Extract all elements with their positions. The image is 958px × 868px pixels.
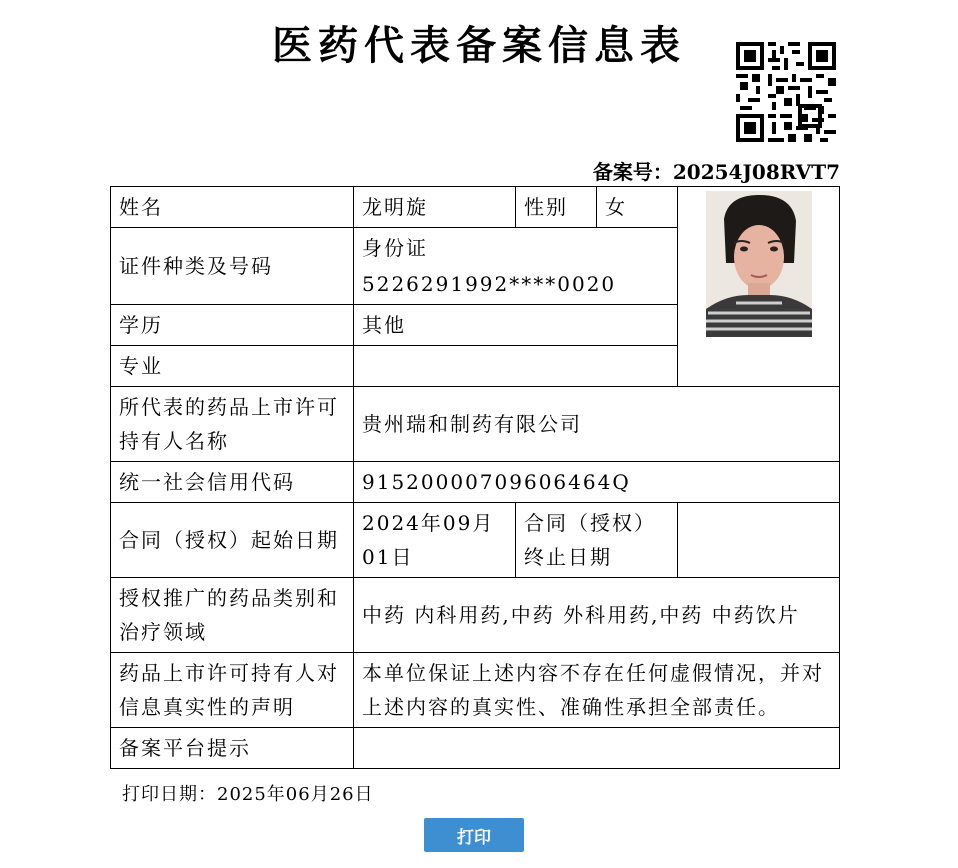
record-number [593, 156, 840, 185]
holder-label: 所代表的药品上市许可持有人名称 [111, 387, 354, 462]
info-table [110, 186, 840, 769]
photo-cell [678, 187, 840, 387]
start-date-label: 合同（授权）起始日期 [111, 503, 354, 578]
table-row [111, 462, 840, 503]
declaration-label: 药品上市许可持有人对信息真实性的声明 [111, 653, 354, 728]
id-label: 证件种类及号码 [111, 228, 354, 305]
gender-label: 性别 [516, 187, 597, 228]
qr-finder-top-right [808, 42, 836, 70]
declaration-value: 本单位保证上述内容不存在任何虚假情况，并对上述内容的真实性、准确性承担全部责任。 [354, 653, 840, 728]
id-photo [706, 191, 812, 337]
credit-code-value: 91520000709606464Q [354, 462, 840, 503]
id-value: 身份证 5226291992****0020 [354, 228, 678, 305]
record-number-value: 20254J08RVT7 [672, 160, 840, 184]
table-row [111, 387, 840, 462]
name-value: 龙明旋 [354, 187, 516, 228]
holder-value: 贵州瑞和制药有限公司 [354, 387, 840, 462]
start-date-value: 2024年09月01日 [354, 503, 516, 578]
education-value: 其他 [354, 305, 678, 346]
education-label: 学历 [111, 305, 354, 346]
scope-value: 中药 内科用药,中药 外科用药,中药 中药饮片 [354, 578, 840, 653]
qr-finder-bottom-left [736, 114, 764, 142]
qr-finder-top-left [736, 42, 764, 70]
platform-note-value [354, 728, 840, 769]
table-row [111, 503, 840, 578]
print-button[interactable]: 打印 [424, 818, 524, 852]
credit-code-label: 统一社会信用代码 [111, 462, 354, 503]
page-title: 医药代表备案信息表 [272, 23, 686, 69]
table-row [111, 578, 840, 653]
scope-label: 授权推广的药品类别和治疗领域 [111, 578, 354, 653]
major-value [354, 346, 678, 387]
table-row [111, 187, 840, 228]
print-date: 打印日期：2025年06月26日 [122, 784, 374, 805]
platform-note-label: 备案平台提示 [111, 728, 354, 769]
table-row [111, 728, 840, 769]
qr-code [736, 42, 836, 142]
major-label: 专业 [111, 346, 354, 387]
table-row [111, 653, 840, 728]
end-date-value [678, 503, 840, 578]
record-number-label: 备案号： [592, 160, 673, 184]
name-label: 姓名 [111, 187, 354, 228]
end-date-label: 合同（授权）终止日期 [516, 503, 678, 578]
gender-value: 女 [597, 187, 678, 228]
